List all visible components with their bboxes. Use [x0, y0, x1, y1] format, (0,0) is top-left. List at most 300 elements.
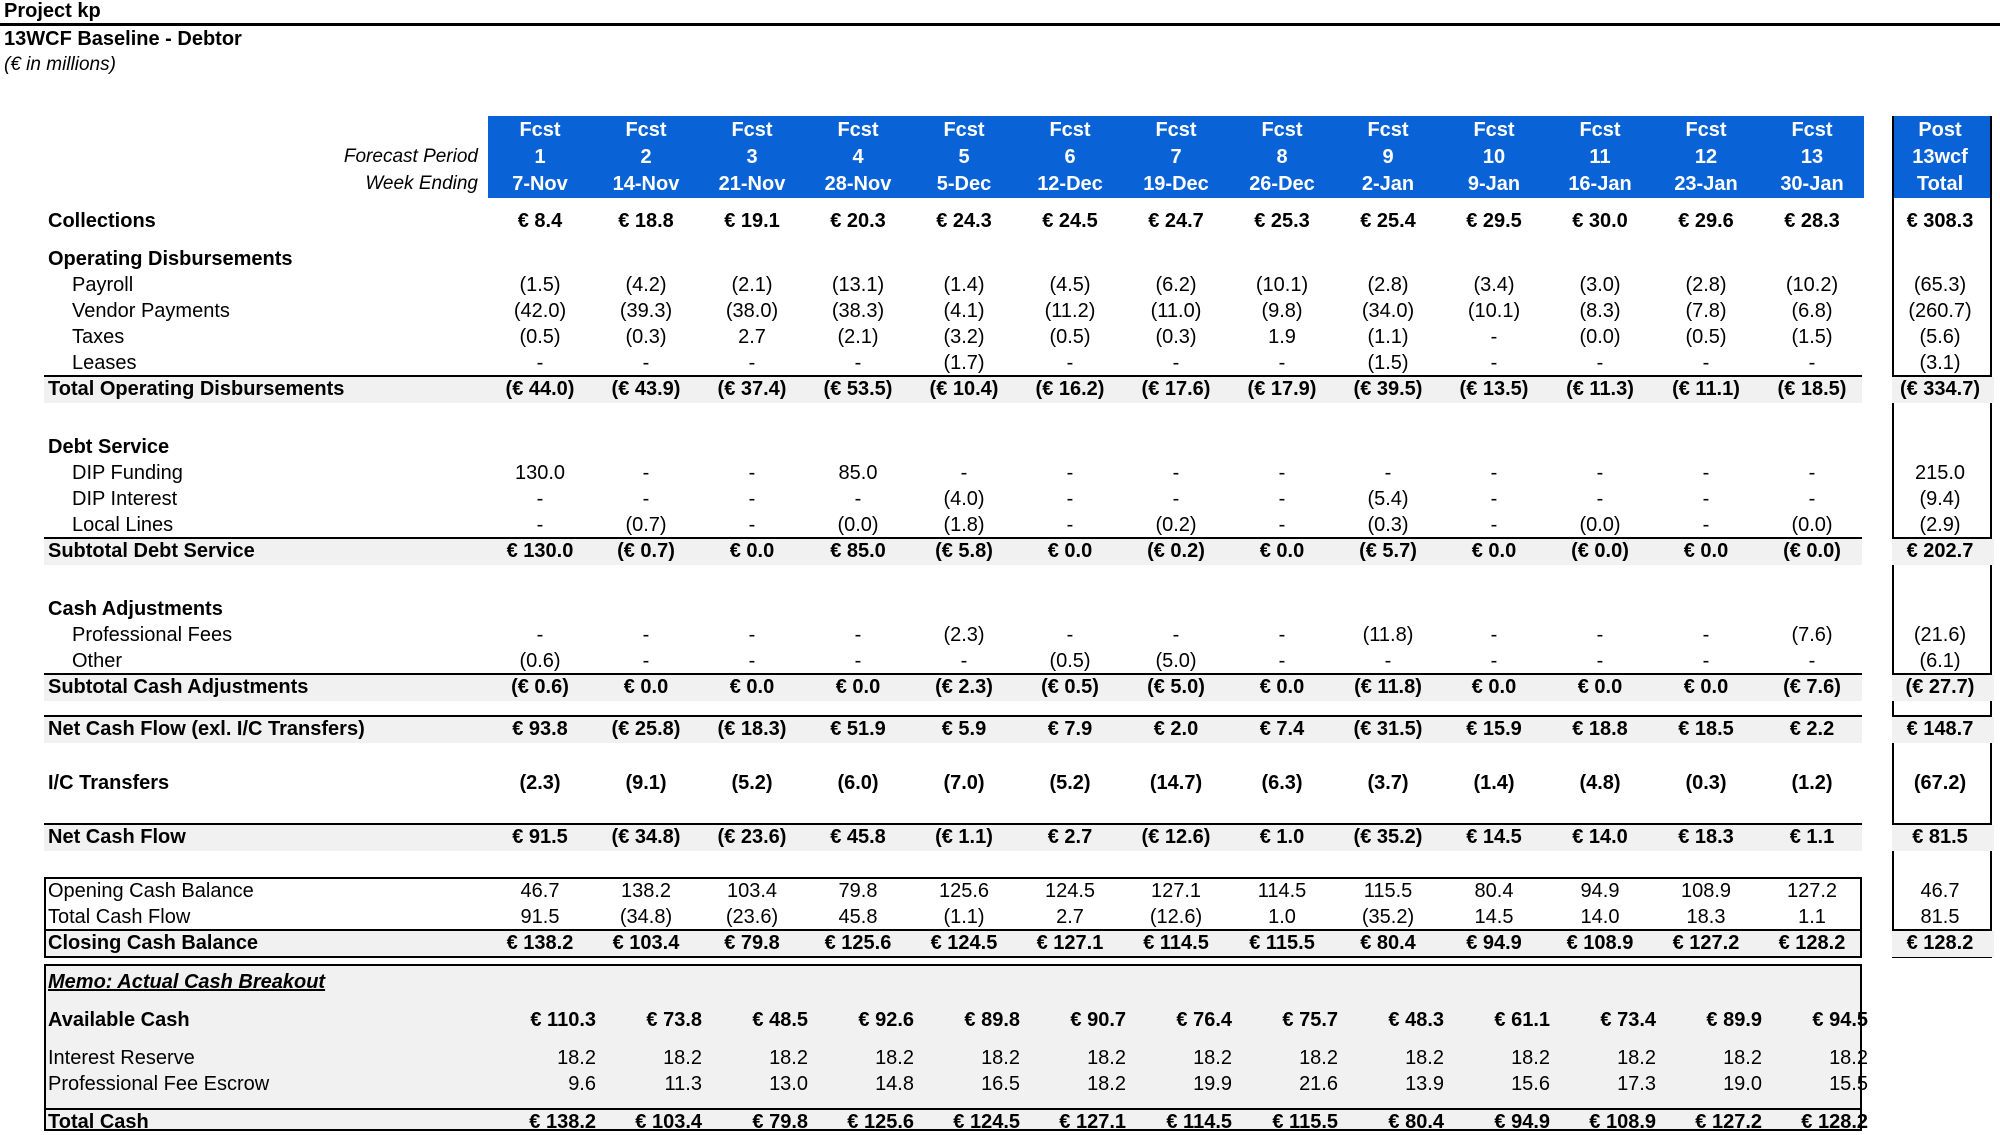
memo-cell: 18.2 [1511, 1047, 1550, 1069]
row-cell: - [536, 624, 544, 646]
memo-cell: 18.2 [1829, 1047, 1868, 1069]
row-cell: - [1490, 514, 1498, 536]
row-cell: (0.6) [519, 650, 561, 672]
column-header-6-l3: 12-Dec [1037, 173, 1103, 195]
column-header-7-l1: Fcst [1155, 119, 1197, 141]
post-top-rule-16 [1892, 715, 1992, 717]
memo-cell: € 90.7 [1070, 1009, 1126, 1031]
row-cell: € 103.4 [612, 932, 680, 954]
row-cell: € 0.0 [1471, 676, 1517, 698]
row-cell: € 18.8 [1572, 718, 1628, 740]
row-cell: 108.9 [1680, 880, 1732, 902]
memo-cell: € 89.9 [1706, 1009, 1762, 1031]
row-cell: 80.4 [1474, 880, 1514, 902]
row-cell: (€ 7.6) [1783, 676, 1841, 698]
memo-cell: € 115.5 [1272, 1111, 1338, 1133]
row-cell: - [1490, 650, 1498, 672]
row-cell: (€ 11.1) [1672, 378, 1740, 400]
row-cell: (38.0) [725, 300, 779, 322]
memo-cell: € 125.6 [847, 1111, 914, 1133]
row-cell: (10.2) [1785, 274, 1839, 296]
row-cell: - [1490, 624, 1498, 646]
row-cell: (€ 23.6) [717, 826, 787, 848]
project-title: Project kp [4, 0, 101, 22]
row-cell: 103.4 [726, 880, 778, 902]
row-cell: € 24.3 [936, 210, 992, 232]
row-cell: (€ 0.6) [511, 676, 569, 698]
row-cell: - [642, 624, 650, 646]
column-header-9-l1: Fcst [1367, 119, 1409, 141]
memo-cell: € 124.5 [953, 1111, 1020, 1133]
row-cell: (1.4) [1473, 772, 1515, 794]
row-cell: - [1808, 352, 1816, 374]
row-post-total: (€ 334.7) [1899, 378, 1981, 400]
row-post-total: (65.3) [1913, 274, 1967, 296]
column-header-2-l2: 2 [640, 146, 652, 168]
memo-cell: 21.6 [1299, 1073, 1338, 1095]
cash-box-bottom-rule [44, 956, 1862, 958]
row-cell: - [748, 488, 756, 510]
row-label: Professional Fees [72, 624, 233, 646]
row-cell: (6.0) [837, 772, 879, 794]
memo-cell: € 138.2 [529, 1111, 596, 1133]
row-post-total: (21.6) [1913, 624, 1967, 646]
row-post-total: € 148.7 [1906, 718, 1974, 740]
row-cell: (4.8) [1579, 772, 1621, 794]
row-cell: (€ 11.8) [1354, 676, 1422, 698]
row-label: Opening Cash Balance [48, 880, 254, 902]
row-cell: (€ 1.1) [935, 826, 993, 848]
row-cell: (€ 37.4) [717, 378, 787, 400]
column-header-2-l1: Fcst [625, 119, 667, 141]
cash-box-right-border [1860, 877, 1862, 958]
memo-cell: 11.3 [664, 1073, 702, 1095]
row-cell: € 138.2 [506, 932, 574, 954]
row-cell: 2.7 [738, 326, 766, 348]
row-cell: - [1808, 650, 1816, 672]
row-cell: - [854, 352, 862, 374]
row-cell: - [1172, 624, 1180, 646]
row-cell: (6.2) [1155, 274, 1197, 296]
row-top-rule-16 [44, 715, 1862, 717]
column-header-12-l1: Fcst [1685, 119, 1727, 141]
row-cell: 1.1 [1798, 906, 1826, 928]
memo-cell: 18.2 [769, 1047, 808, 1069]
row-cell: (1.5) [519, 274, 561, 296]
memo-cell: € 75.7 [1282, 1009, 1338, 1031]
row-cell: (1.5) [1367, 352, 1409, 374]
memo-cell: € 94.9 [1494, 1111, 1550, 1133]
row-cell: (5.4) [1367, 488, 1409, 510]
row-cell: - [536, 352, 544, 374]
row-cell: - [1808, 488, 1816, 510]
row-cell: (13.1) [831, 274, 885, 296]
memo-title: Memo: Actual Cash Breakout [48, 971, 326, 993]
post-top-rule-15 [1892, 673, 1992, 675]
row-cell: 125.6 [938, 880, 990, 902]
row-cell: (4.2) [625, 274, 667, 296]
row-cell: (0.2) [1155, 514, 1197, 536]
row-cell: - [748, 514, 756, 536]
row-cell: (0.5) [1049, 650, 1091, 672]
row-cell: (0.3) [625, 326, 667, 348]
row-cell: - [1066, 514, 1074, 536]
row-cell: (€ 34.8) [611, 826, 681, 848]
row-cell: (0.3) [1685, 772, 1727, 794]
row-label: Cash Adjustments [48, 598, 223, 620]
row-cell: € 15.9 [1466, 718, 1522, 740]
row-cell: (2.1) [837, 326, 879, 348]
memo-cell: € 73.4 [1600, 1009, 1656, 1031]
units-subtitle: (€ in millions) [4, 54, 116, 75]
column-header-3-l3: 21-Nov [718, 173, 786, 195]
memo-cell: € 92.6 [858, 1009, 914, 1031]
column-header-4-l2: 4 [852, 146, 864, 168]
row-cell: € 128.2 [1778, 932, 1846, 954]
post-header-l1: Post [1918, 119, 1962, 141]
row-cell: (3.4) [1473, 274, 1515, 296]
row-post-total: (260.7) [1908, 300, 1972, 322]
row-cell: € 1.0 [1259, 826, 1305, 848]
memo-cell: € 48.5 [752, 1009, 808, 1031]
row-cell: € 51.9 [830, 718, 886, 740]
row-cell: (2.8) [1685, 274, 1727, 296]
row-cell: 18.3 [1686, 906, 1726, 928]
row-cell: € 0.0 [1047, 540, 1093, 562]
row-cell: - [854, 650, 862, 672]
row-cell: € 0.0 [1683, 676, 1729, 698]
memo-cell: 18.2 [1087, 1047, 1126, 1069]
row-cell: - [1596, 462, 1604, 484]
memo-cell: 9.6 [568, 1073, 596, 1095]
row-cell: - [1384, 650, 1392, 672]
memo-cell: 18.2 [663, 1047, 702, 1069]
row-cell: 138.2 [620, 880, 672, 902]
column-header-11-l3: 16-Jan [1568, 173, 1632, 195]
row-cell: 114.5 [1257, 880, 1307, 902]
row-cell: - [1596, 624, 1604, 646]
column-header-13-l2: 13 [1800, 146, 1824, 168]
post-top-rule-18 [1892, 823, 1992, 825]
row-cell: (6.3) [1261, 772, 1303, 794]
row-label: Total Cash Flow [48, 906, 191, 928]
row-label: Net Cash Flow (exl. I/C Transfers) [48, 718, 365, 740]
row-cell: (0.0) [837, 514, 879, 536]
row-cell: (€ 35.2) [1353, 826, 1423, 848]
row-cell: (1.1) [1367, 326, 1409, 348]
row-cell: € 0.0 [1577, 676, 1623, 698]
column-header-7-l2: 7 [1170, 146, 1182, 168]
row-label: Other [72, 650, 123, 672]
row-label: Total Operating Disbursements [48, 378, 345, 400]
row-cell: - [1278, 352, 1286, 374]
row-cell: € 114.5 [1143, 932, 1209, 954]
row-label: Debt Service [48, 436, 170, 458]
row-cell: (0.5) [1685, 326, 1727, 348]
row-cell: (12.6) [1149, 906, 1203, 928]
row-cell: € 79.8 [724, 932, 780, 954]
row-cell: (7.8) [1685, 300, 1727, 322]
row-cell: (€ 25.8) [611, 718, 681, 740]
row-cell: (€ 43.9) [611, 378, 681, 400]
row-cell: (0.3) [1155, 326, 1197, 348]
post-header-l2: 13wcf [1912, 146, 1968, 168]
row-cell: 1.0 [1268, 906, 1296, 928]
row-cell: (2.3) [519, 772, 561, 794]
memo-cell: € 89.8 [964, 1009, 1020, 1031]
row-cell: - [1278, 650, 1286, 672]
row-cell: - [1490, 462, 1498, 484]
row-cell: (14.7) [1149, 772, 1203, 794]
row-cell: € 2.7 [1047, 826, 1093, 848]
row-cell: (1.7) [943, 352, 985, 374]
row-cell: (€ 18.5) [1777, 378, 1847, 400]
row-cell: (1.4) [943, 274, 985, 296]
post-top-rule-6 [1892, 375, 1992, 377]
memo-cell: € 76.4 [1176, 1009, 1232, 1031]
row-cell: (35.2) [1361, 906, 1415, 928]
memo-cell: 18.2 [1405, 1047, 1444, 1069]
row-cell: € 130.0 [506, 540, 574, 562]
memo-cell: € 94.5 [1812, 1009, 1868, 1031]
row-top-rule-18 [44, 823, 1862, 825]
row-cell: (7.0) [943, 772, 985, 794]
row-cell: - [1066, 352, 1074, 374]
row-post-total: (67.2) [1913, 772, 1967, 794]
row-cell: 79.8 [838, 880, 878, 902]
row-cell: (4.0) [943, 488, 985, 510]
row-cell: (€ 53.5) [823, 378, 893, 400]
row-cell: (€ 5.7) [1359, 540, 1417, 562]
cash-box-left-border [44, 877, 46, 958]
column-header-5-l1: Fcst [943, 119, 985, 141]
row-label: Subtotal Debt Service [48, 540, 255, 562]
row-cell: 127.1 [1150, 880, 1202, 902]
column-header-1-l1: Fcst [519, 119, 561, 141]
memo-cell: € 114.5 [1166, 1111, 1232, 1133]
row-post-total: 46.7 [1920, 880, 1960, 902]
memo-cell: 13.0 [769, 1073, 808, 1095]
column-header-4-l1: Fcst [837, 119, 879, 141]
row-cell: 1.9 [1268, 326, 1296, 348]
row-cell: € 8.4 [517, 210, 563, 232]
row-cell: € 0.0 [1683, 540, 1729, 562]
memo-row-label: Professional Fee Escrow [48, 1073, 270, 1095]
row-label: DIP Funding [72, 462, 183, 484]
column-header-11-l1: Fcst [1579, 119, 1621, 141]
row-cell: (0.0) [1579, 326, 1621, 348]
row-cell: (6.8) [1791, 300, 1833, 322]
row-cell: € 14.5 [1466, 826, 1522, 848]
row-top-rule-6 [44, 375, 1862, 377]
column-header-12-l3: 23-Jan [1674, 173, 1738, 195]
row-label: Closing Cash Balance [48, 932, 259, 954]
row-cell: - [642, 352, 650, 374]
row-cell: € 85.0 [830, 540, 886, 562]
column-header-10-l3: 9-Jan [1467, 173, 1521, 195]
row-label: I/C Transfers [48, 772, 170, 794]
memo-cell: 18.2 [1193, 1047, 1232, 1069]
memo-cell: € 61.1 [1494, 1009, 1550, 1031]
row-post-total: (5.6) [1919, 326, 1961, 348]
memo-total-rule [44, 1108, 1862, 1110]
row-cell: 130.0 [514, 462, 566, 484]
row-post-total: 81.5 [1920, 906, 1960, 928]
row-cell: € 25.3 [1254, 210, 1310, 232]
row-label: Payroll [72, 274, 134, 296]
cash-box-top-rule [44, 877, 1862, 879]
row-cell: € 2.0 [1153, 718, 1199, 740]
memo-cell: € 48.3 [1388, 1009, 1444, 1031]
column-header-6-l2: 6 [1064, 146, 1076, 168]
memo-cell: 13.9 [1405, 1073, 1444, 1095]
row-cell: - [642, 488, 650, 510]
row-cell: (3.2) [943, 326, 985, 348]
row-cell: € 124.5 [930, 932, 998, 954]
row-cell: - [1066, 488, 1074, 510]
memo-cell: 18.2 [1723, 1047, 1762, 1069]
row-cell: € 0.0 [1259, 540, 1305, 562]
column-header-5-l3: 5-Dec [936, 173, 992, 195]
row-cell: (4.5) [1049, 274, 1091, 296]
row-cell: € 125.6 [824, 932, 892, 954]
row-post-total: (6.1) [1919, 650, 1961, 672]
column-header-8-l1: Fcst [1261, 119, 1303, 141]
row-cell: € 18.8 [618, 210, 674, 232]
row-cell: (11.8) [1362, 624, 1414, 646]
row-cell: (0.0) [1791, 514, 1833, 536]
memo-cell: 18.2 [1617, 1047, 1656, 1069]
row-cell: € 24.7 [1148, 210, 1204, 232]
row-cell: (2.1) [731, 274, 773, 296]
column-header-3-l1: Fcst [731, 119, 773, 141]
row-cell: 127.2 [1786, 880, 1838, 902]
row-cell: - [1596, 352, 1604, 374]
column-header-3-l2: 3 [746, 146, 758, 168]
memo-row-label: Total Cash [48, 1111, 149, 1133]
row-cell: € 91.5 [512, 826, 568, 848]
memo-cell: 16.5 [981, 1073, 1020, 1095]
row-cell: - [854, 624, 862, 646]
row-cell: - [1702, 624, 1710, 646]
row-cell: € 28.3 [1784, 210, 1840, 232]
row-cell: € 29.5 [1466, 210, 1522, 232]
column-header-7-l3: 19-Dec [1143, 173, 1209, 195]
row-post-total: 215.0 [1914, 462, 1966, 484]
post-top-rule-21 [1892, 929, 1992, 931]
column-header-1-l3: 7-Nov [512, 173, 568, 195]
row-cell: € 108.9 [1566, 932, 1634, 954]
column-header-2-l3: 14-Nov [612, 173, 680, 195]
row-cell: (42.0) [513, 300, 567, 322]
row-cell: (€ 0.0) [1783, 540, 1841, 562]
row-post-total: (2.9) [1919, 514, 1961, 536]
row-cell: € 7.4 [1259, 718, 1305, 740]
column-header-10-l1: Fcst [1473, 119, 1515, 141]
row-label: Vendor Payments [72, 300, 230, 322]
row-cell: - [960, 650, 968, 672]
row-cell: (5.2) [1049, 772, 1091, 794]
memo-cell: € 103.4 [635, 1111, 702, 1133]
row-cell: (10.1) [1255, 274, 1309, 296]
row-cell: - [536, 514, 544, 536]
row-post-total: (€ 27.7) [1905, 676, 1975, 698]
memo-row-label: Available Cash [48, 1009, 190, 1031]
memo-cell: 18.2 [875, 1047, 914, 1069]
row-cell: - [1278, 514, 1286, 536]
row-cell: - [1702, 488, 1710, 510]
row-cell: (€ 12.6) [1141, 826, 1211, 848]
row-cell: € 14.0 [1572, 826, 1628, 848]
row-cell: 14.5 [1474, 906, 1514, 928]
memo-cell: 19.0 [1723, 1073, 1762, 1095]
row-cell: (11.2) [1044, 300, 1096, 322]
memo-cell: € 127.1 [1059, 1111, 1126, 1133]
row-top-rule-15 [44, 673, 1862, 675]
row-label: Leases [72, 352, 137, 374]
column-header-9-l2: 9 [1382, 146, 1394, 168]
row-cell: (3.0) [1579, 274, 1621, 296]
row-cell: (0.7) [625, 514, 667, 536]
row-cell: 91.5 [520, 906, 560, 928]
row-cell: € 19.1 [724, 210, 780, 232]
row-cell: (0.0) [1579, 514, 1621, 536]
week-ending-label: Week Ending [365, 173, 478, 194]
row-cell: - [642, 462, 650, 484]
row-label: DIP Interest [72, 488, 178, 510]
memo-cell: € 128.2 [1801, 1111, 1868, 1133]
row-cell: (4.1) [943, 300, 985, 322]
row-cell: (34.8) [619, 906, 673, 928]
column-header-11-l2: 11 [1589, 146, 1611, 168]
row-cell: (7.6) [1791, 624, 1833, 646]
row-cell: € 20.3 [830, 210, 886, 232]
memo-cell: € 79.8 [752, 1111, 808, 1133]
row-cell: € 93.8 [512, 718, 568, 740]
memo-cell: € 80.4 [1388, 1111, 1444, 1133]
row-cell: (1.2) [1791, 772, 1833, 794]
row-cell: (€ 31.5) [1353, 718, 1423, 740]
row-cell: € 5.9 [941, 718, 987, 740]
row-cell: (38.3) [831, 300, 885, 322]
row-cell: - [748, 650, 756, 672]
row-cell: € 25.4 [1360, 210, 1416, 232]
row-cell: (€ 5.0) [1147, 676, 1205, 698]
memo-cell: € 127.2 [1695, 1111, 1762, 1133]
row-top-rule-11 [44, 537, 1862, 539]
row-post-total: (9.4) [1919, 488, 1961, 510]
post-header-l3: Total [1916, 173, 1964, 195]
row-cell: (€ 13.5) [1459, 378, 1529, 400]
row-cell: (€ 0.7) [617, 540, 675, 562]
row-cell: - [536, 488, 544, 510]
row-cell: - [748, 462, 756, 484]
row-cell: - [1066, 624, 1074, 646]
row-cell: - [1596, 488, 1604, 510]
row-label: Operating Disbursements [48, 248, 293, 270]
row-cell: € 18.3 [1678, 826, 1734, 848]
row-cell: (0.5) [1049, 326, 1091, 348]
row-cell: (1.5) [1791, 326, 1833, 348]
row-cell: - [642, 650, 650, 672]
column-header-10-l2: 10 [1482, 146, 1506, 168]
row-cell: (9.1) [625, 772, 667, 794]
row-cell: 2.7 [1056, 906, 1084, 928]
row-post-total: € 202.7 [1906, 540, 1974, 562]
row-cell: € 127.2 [1672, 932, 1740, 954]
row-cell: € 80.4 [1360, 932, 1416, 954]
row-cell: - [1702, 514, 1710, 536]
